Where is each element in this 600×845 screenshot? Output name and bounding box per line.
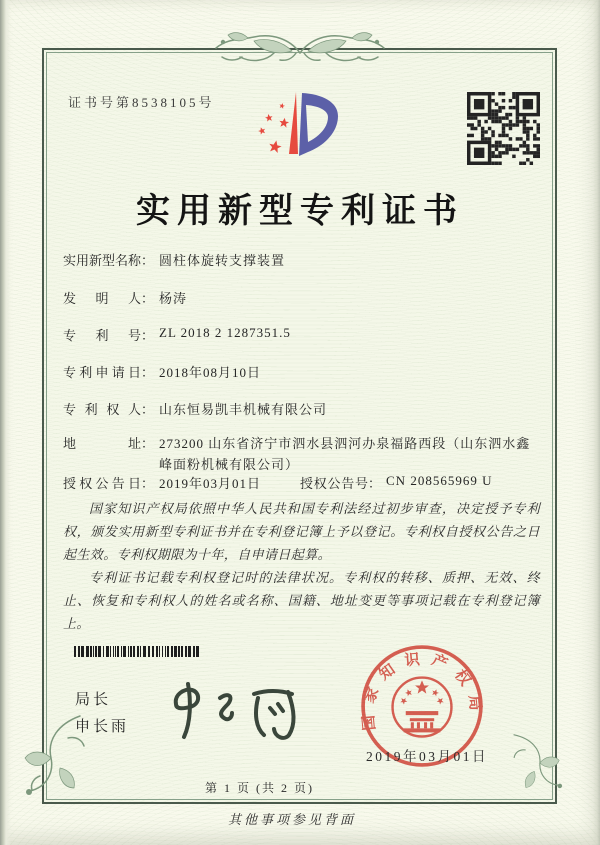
legal-paragraph: 国家知识产权局依照中华人民共和国专利法经过初步审查，决定授予专利权，颁发实用新型专利证书并在专利登记簿上予以登记。专利权自授权公告之日起生效。专利权期限为十年，自申请日起算。 (63, 501, 540, 562)
barcode-bar (165, 646, 166, 657)
barcode-bar (178, 646, 180, 657)
field-row-filing-date (63, 362, 550, 381)
field-label: 授权公告日 (63, 476, 141, 491)
barcode-bar (188, 646, 191, 657)
page-number: 第 1 页 (共 2 页) (205, 781, 314, 795)
director-name: 申长雨 (75, 718, 130, 735)
barcode-bar (152, 646, 154, 657)
barcode-bar (159, 646, 160, 657)
barcode-bar (86, 646, 89, 657)
barcode-bar (193, 646, 195, 657)
field-colon: ： (141, 365, 155, 380)
barcode-bar (123, 646, 126, 657)
barcode-bar (117, 646, 119, 657)
seal-date: 2019年03月01日 (366, 749, 488, 764)
barcode-bar (103, 646, 104, 657)
field-row-patentee (63, 399, 550, 418)
barcode-bar (143, 646, 146, 657)
barcode-bar (167, 646, 169, 657)
barcode-bar (137, 646, 139, 657)
seal-text: 国家知识产权局 (359, 650, 485, 732)
page-title: 实用新型专利证书 (136, 193, 464, 230)
field-label: 专利权人 (63, 402, 141, 417)
field-row-patent-number (63, 325, 550, 344)
barcode-bar (93, 646, 94, 657)
cnipa-logo-icon (253, 84, 345, 162)
field-colon: ： (141, 402, 155, 417)
barcode-bar (90, 646, 92, 657)
field-label: 实用新型名称 (63, 253, 142, 268)
field-value: 圆柱体旋转支撑装置 (159, 253, 286, 268)
field-colon: ： (368, 476, 382, 491)
field-grant-number (300, 473, 492, 492)
barcode-bar (174, 646, 177, 657)
barcode-bar (115, 646, 116, 657)
scan-edge-right (593, 0, 600, 845)
corner-flourish-icon (501, 718, 572, 806)
barcode-bar (110, 646, 111, 657)
barcode-bar (185, 646, 187, 657)
field-label: 专利申请日 (63, 365, 141, 380)
field-row-grant (63, 473, 550, 492)
field-colon: ： (141, 436, 155, 451)
barcode-bar (74, 646, 76, 657)
barcode-bar (81, 646, 84, 657)
field-colon: ： (141, 253, 155, 268)
barcode-bar (196, 646, 199, 657)
field-label: 发明人 (63, 291, 141, 306)
certificate-number: 证书号第8538105号 (68, 95, 215, 110)
back-note: 其他事项参见背面 (228, 812, 357, 827)
barcode-bar (171, 646, 173, 657)
director-signature (168, 680, 303, 742)
field-value: 2019年03月01日 (159, 476, 262, 491)
field-value: 2018年08月10日 (159, 365, 262, 380)
barcode-bar (98, 646, 101, 657)
scan-edge-left (0, 0, 11, 845)
legal-paragraph: 专利证书记载专利权登记时的法律状况。专利权的转移、质押、无效、终止、恢复和专利权人的姓名或名称、国籍、地址变更等事项记载在专利登记簿上。 (63, 570, 540, 631)
barcode-bar (113, 646, 114, 657)
barcode-bar (162, 646, 163, 657)
barcode (74, 646, 224, 657)
director-title: 局长 (75, 691, 112, 708)
barcode-bar (78, 646, 80, 657)
qr-code (467, 92, 540, 165)
barcode-bar (148, 646, 150, 657)
field-colon: ： (141, 291, 155, 306)
barcode-bar (130, 646, 132, 657)
barcode-bar (133, 646, 135, 657)
national-emblem-icon (393, 678, 452, 737)
barcode-bar (156, 646, 158, 657)
dragon-ornament-icon (213, 27, 387, 71)
barcode-bar (140, 646, 141, 657)
field-value: 杨涛 (159, 291, 188, 306)
field-label: 地址 (63, 436, 141, 451)
field-label: 专利号 (63, 328, 141, 343)
barcode-bar (181, 646, 183, 657)
legal-text (63, 497, 540, 635)
field-row-address (63, 433, 550, 475)
field-colon: ： (141, 328, 155, 343)
field-value: 273200 山东省济宁市泗水县泗河办泉福路西段（山东泗水鑫峰面粉机械有限公司） (159, 436, 531, 472)
field-value: CN 208565969 U (386, 473, 493, 488)
barcode-bar (95, 646, 97, 657)
field-value: ZL 2018 2 1287351.5 (159, 325, 291, 340)
field-colon: ： (141, 476, 155, 491)
field-value: 山东恒易凯丰机械有限公司 (159, 402, 328, 417)
barcode-bar (121, 646, 122, 657)
barcode-bar (128, 646, 129, 657)
field-label: 授权公告号 (300, 476, 368, 491)
field-row-name (63, 250, 550, 269)
field-row-inventor (63, 288, 550, 307)
barcode-bar (106, 646, 109, 657)
